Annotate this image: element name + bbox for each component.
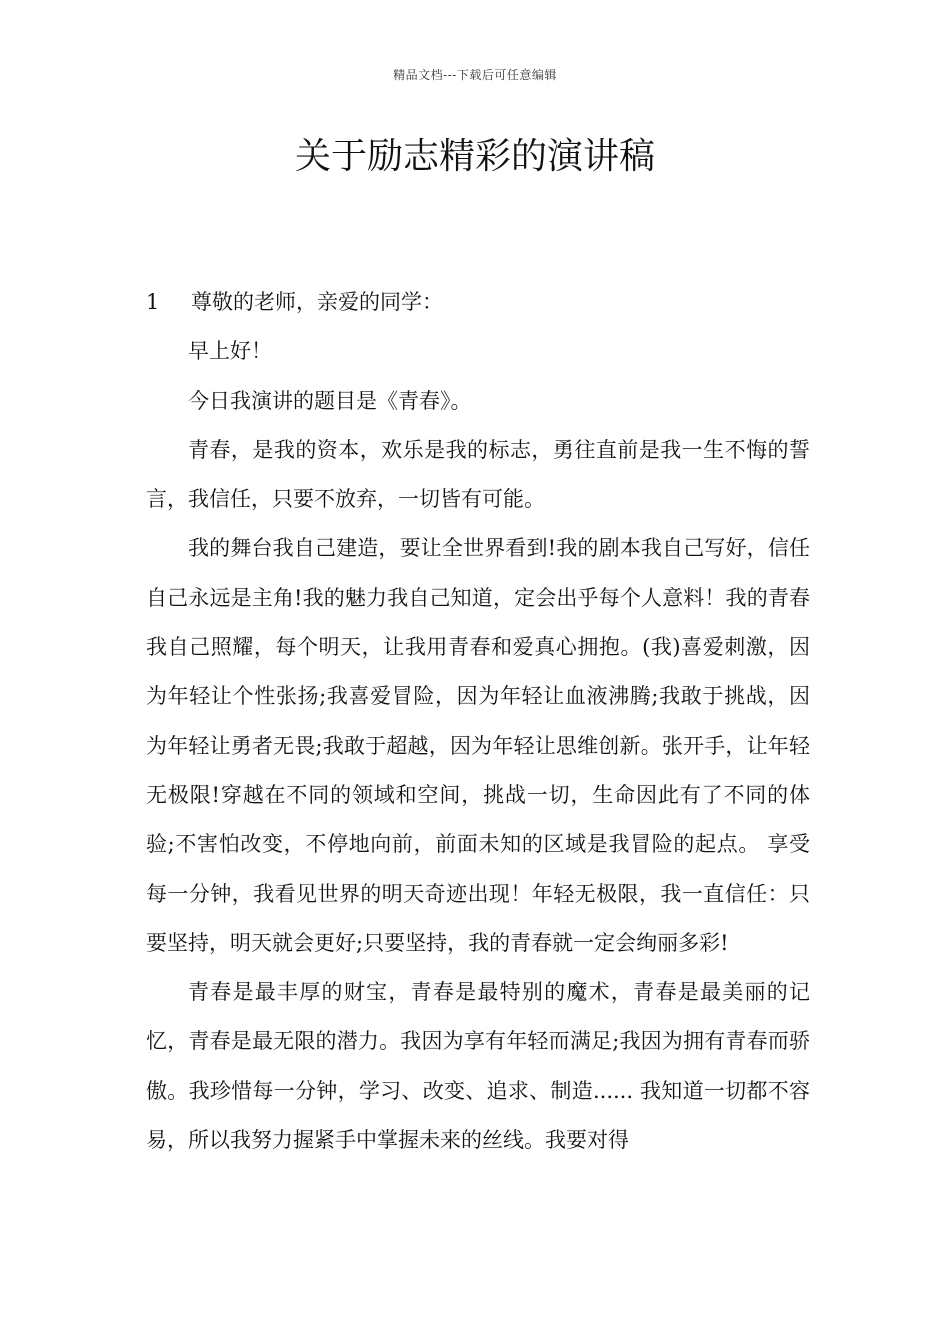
paragraph-2: 今日我演讲的题目是《青春》。 [188, 388, 472, 413]
section-number: 1 [146, 290, 160, 314]
greeting-text: 尊敬的老师，亲爱的同学： [191, 290, 443, 314]
header-note: 精品文档---下载后可任意编辑 [393, 68, 557, 82]
paragraph-3: 青春，是我的资本，欢乐是我的标志，勇往直前是我一生不悔的誓言，我信任，只要不放弃，一切皆有可能。 [146, 437, 810, 512]
paragraph-5: 青春是最丰厚的财宝，青春是最特别的魔术，青春是最美丽的记忆，青春是最无限的潜力。我因为享有年轻而满足;我因为拥有青春而骄傲。我珍惜每一分钟，学习、改变、追求、制造...... 我知道一切都不容易，所以我努力握紧手中掌握未来的丝线。我要对得 [146, 980, 810, 1153]
document-body [146, 278, 810, 1165]
document-title: 关于励志精彩的演讲稿 [294, 136, 655, 177]
greeting-paragraph [146, 278, 810, 327]
paragraph-4: 我的舞台我自己建造，要让全世界看到!我的剧本我自己写好，信任自己永远是主角!我的魅力我自己知道，定会出乎每个人意料！我的青春我自己照耀，每个明天，让我用青春和爱真心拥抱。(我)喜爱刺激，因为年轻让个性张扬;我喜爱冒险，因为年轻让血液沸腾;我敢于挑战，因为年轻让勇者无畏;我敢于超越，因为年轻让思维创新。张开手，让年轻无极限!穿越在不同的领域和空间，挑战一切，生命因此有了不同的体验;不害怕改变，不停地向前，前面未知的区域是我冒险的起点。 享受每一分钟，我看见世界的明天奇迹出现！年轻无极限，我一直信任：只要坚持，明天就会更好;只要坚持，我的青春就一定会绚丽多彩! [146, 536, 810, 955]
paragraph-1: 早上好！ [188, 339, 272, 364]
